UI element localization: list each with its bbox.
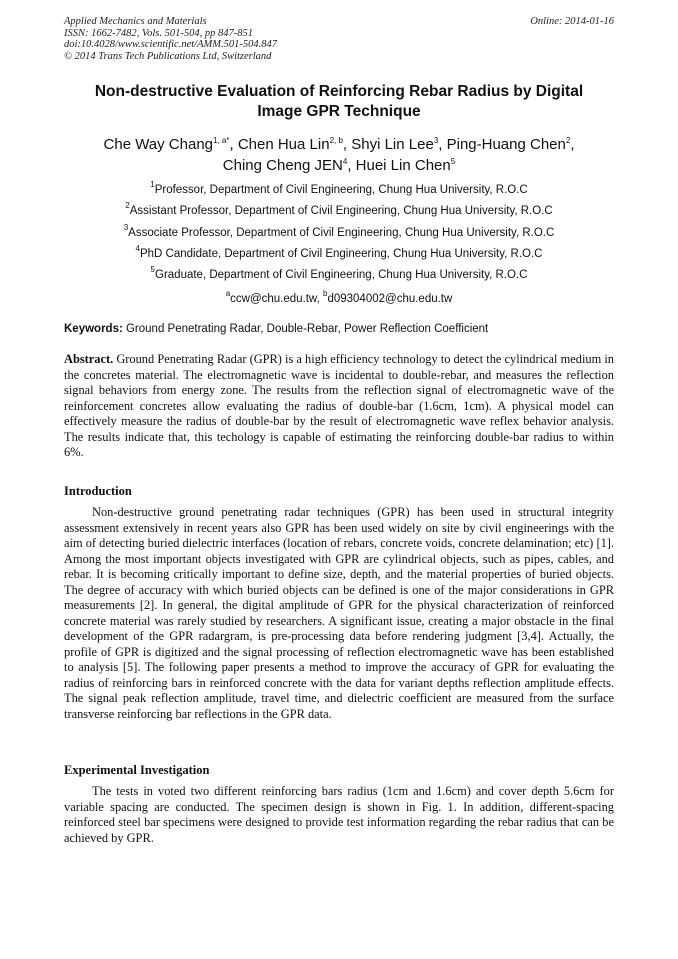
affiliation-text: Assistant Professor, Department of Civil Engineering, Chung Hua University, R.O.C bbox=[129, 205, 553, 217]
affiliation-text: PhD Candidate, Department of Civil Engineering, Chung Hua University, R.O.C bbox=[139, 248, 543, 260]
experimental-heading: Experimental Investigation bbox=[64, 763, 210, 777]
title-line-1: Non-destructive Evaluation of Reinforcing Rebar Radius by Digital bbox=[94, 83, 584, 100]
introduction-paragraph: Non-destructive ground penetrating radar techniques (GPR) has been used in structural integrity assessment extensively in recent years also GPR has been used widely on site by civil engineerings with the aim of detecting buried dielectric interfaces (location of rebars, concrete voids, concrete delamination; etc) [1]. Among the most important objects investigated with GPR are cylindrical objects, such as pipes, cables, and rebar. It is becoming critically important to define size, depth, and the material properties of buried objects. The degree of accuracy with which buried objects can be defined is one of the major considerations in GPR measurements [2]. In general, the digital amplitude of GPR for the physical characterization of reinforced concrete material was rarely studied by researchers. A significant issue, creating a major obstacle in the final development of the GPR radargram, is pre-processing data before rendering judgment [3,4]. Actually, the profile of GPR is digitized and the signal processing of reflection electromagnetic wave has been established to analysis [5]. The following paper presents a method to improve the accuracy of GPR for evaluating the radius of reinforcing bars in reinforced concrete with the data for variant depths reflection amplitude effects. The signal peak reflection amplitude, travel time, and dielectric coefficient are measured from the surface transverse reinforcing bar reflections in the GPR data. bbox=[64, 505, 614, 721]
author-name: , Chen Hua Lin bbox=[229, 136, 330, 153]
abstract-text: Ground Penetrating Radar (GPR) is a high efficiency technology to detect the cylindrical medium in the concretes material. The electromagnetic wave is incidental to double-rebar, and measures the reflection signal behaviors from energy zone. The results from the reflection signal of electromagnetic wave of the reinforcement concretes allow evaluating the radius of double-bar (1.6cm, 1cm). A physical model can effectively measure the radius of double-bar by the result of electromagnetic wave reflex behavior analysis. The results indicate that, this techology is capable of estimating the reinforcing double-bar radius to within 6%. bbox=[64, 352, 614, 459]
author-sup: 1, a* bbox=[213, 136, 230, 145]
affiliation-3 bbox=[64, 223, 614, 240]
keywords-text: Ground Penetrating Radar, Double-Rebar, Power Reflection Coefficient bbox=[122, 323, 489, 335]
issn-line: ISSN: 1662-7482, Vols. 501-504, pp 847-851 bbox=[64, 27, 253, 39]
author-sup: 3 bbox=[433, 136, 439, 145]
keywords-label: Keywords: bbox=[64, 323, 123, 335]
journal-name: Applied Mechanics and Materials bbox=[64, 16, 207, 27]
author-name: , Huei Lin Chen bbox=[347, 157, 451, 174]
affiliation-sup: 3 bbox=[123, 223, 129, 232]
doi-line: doi:10.4028/www.scientific.net/AMM.501-504.847 bbox=[64, 39, 277, 50]
affiliation-sup: 2 bbox=[125, 201, 130, 210]
author-sep: , bbox=[570, 136, 575, 153]
author-name: Ching Cheng JEN bbox=[222, 157, 343, 174]
email-sup-b: b bbox=[323, 289, 328, 298]
email-b: d09304002@chu.edu.tw bbox=[327, 293, 453, 305]
author-name: Che Way Chang bbox=[103, 136, 214, 153]
online-date: Online: 2014-01-16 bbox=[530, 16, 614, 27]
affiliation-text: Professor, Department of Civil Engineering, Chung Hua University, R.O.C bbox=[154, 184, 528, 196]
title-line-2: Image GPR Technique bbox=[257, 103, 421, 120]
affiliation-4 bbox=[64, 244, 614, 261]
affiliation-1 bbox=[64, 180, 614, 197]
abstract-paragraph bbox=[64, 352, 614, 461]
author-sup: 4 bbox=[342, 157, 348, 166]
experimental-paragraph: The tests in voted two different reinforcing bars radius (1cm and 1.6cm) and cover depth 5.6cm for variable spacing are conducted. The specimen design is shown in Fig. 1. In addition, different-spacing reinforced steel bar specimens were designed to provide test information regarding the rebar radius that can be achieved by GPR. bbox=[64, 784, 614, 845]
author-line-2 bbox=[64, 155, 614, 176]
author-line-1 bbox=[64, 134, 614, 155]
author-name: , Shyi Lin Lee bbox=[342, 136, 434, 153]
introduction-heading: Introduction bbox=[64, 484, 132, 498]
author-sup: 2, b bbox=[329, 136, 343, 145]
email-a: ccw@chu.edu.tw, bbox=[230, 293, 323, 305]
affiliation-5 bbox=[64, 265, 614, 282]
affiliation-sup: 5 bbox=[150, 265, 155, 274]
abstract-label: Abstract. bbox=[64, 352, 114, 366]
author-sup: 5 bbox=[450, 157, 456, 166]
author-list bbox=[64, 134, 614, 176]
affiliation-sup: 1 bbox=[150, 180, 155, 189]
affiliation-text: Graduate, Department of Civil Engineering, Chung Hua University, R.O.C bbox=[155, 269, 528, 281]
keywords-line bbox=[64, 322, 614, 336]
affiliation-2 bbox=[64, 201, 614, 218]
journal-meta bbox=[64, 16, 277, 62]
copyright-line: © 2014 Trans Tech Publications Ltd, Switzerland bbox=[64, 50, 272, 62]
affiliation-sup: 4 bbox=[135, 244, 140, 253]
author-sup: 2 bbox=[565, 136, 571, 145]
author-emails bbox=[64, 289, 614, 306]
author-name: , Ping-Huang Chen bbox=[438, 136, 566, 153]
paper-title bbox=[64, 82, 614, 122]
affiliation-text: Associate Professor, Department of Civil Engineering, Chung Hua University, R.O.C bbox=[128, 227, 555, 239]
email-sup-a: a bbox=[225, 289, 231, 298]
